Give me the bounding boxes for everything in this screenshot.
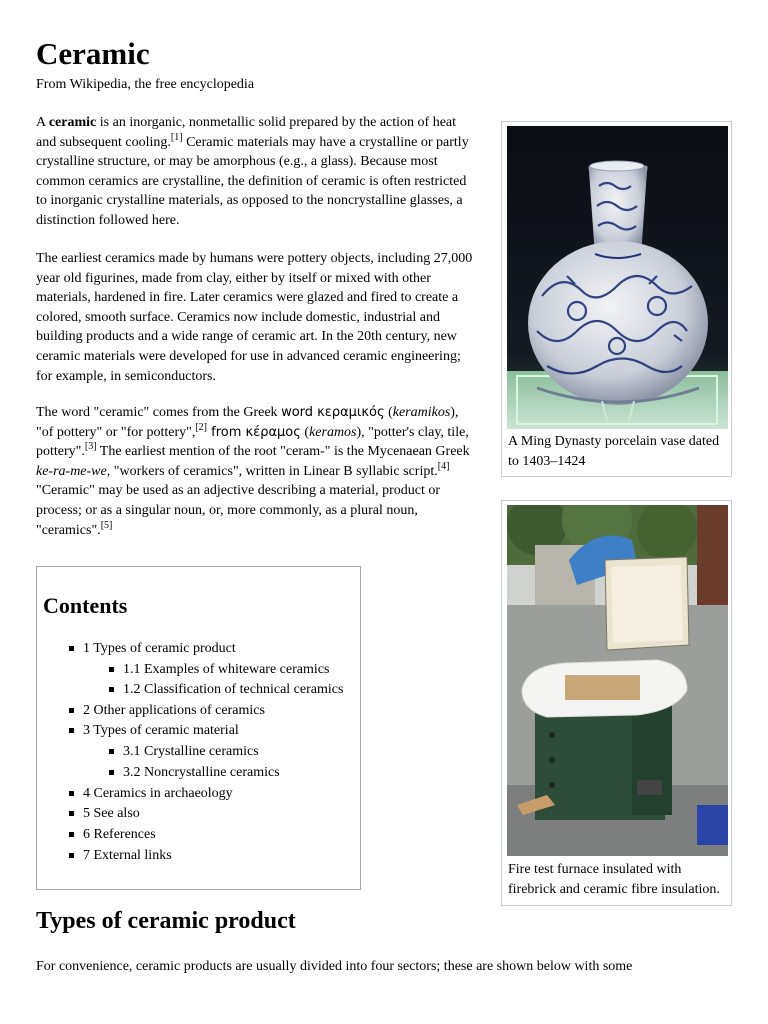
ming-vase-image[interactable]: [507, 126, 728, 429]
toc-item-crystalline-ceramics[interactable]: 3.1 Crystalline ceramics: [123, 743, 259, 761]
intro-paragraph: A ceramic is an inorganic, nonmetallic solid prepared by the action of heat and subsequent cooling.[1] Ceramic materials may have a crystalline or partly crystalline structure, or may be amorphous (e.g., a glass). Because most common ceramics are crystalline, the definition of ceramic is often restricted to inorganic crystalline materials, as opposed to the noncrystalline glasses, a distinction followed here.: [36, 115, 469, 228]
toc-item-other-applications[interactable]: 2 Other applications of ceramics: [83, 702, 265, 720]
toc-item-technical-ceramics[interactable]: 1.2 Classification of technical ceramics: [123, 681, 343, 699]
greek-word-keramikos: word κεραμικός: [281, 405, 385, 420]
table-of-contents: [36, 566, 361, 890]
page-subtitle: From Wikipedia, the free encyclopedia: [36, 77, 255, 92]
toc-title: Contents: [43, 593, 128, 618]
toc-item-references[interactable]: 6 References: [83, 826, 156, 844]
toc-item-see-also[interactable]: 5 See also: [83, 805, 140, 823]
greek-word-keramos: from κέραμος: [207, 424, 301, 440]
toc-item-noncrystalline-ceramics[interactable]: 3.2 Noncrystalline ceramics: [123, 764, 280, 782]
ref-link-3[interactable]: [3]: [84, 441, 97, 453]
fire-furnace-image[interactable]: [507, 505, 728, 856]
toc-item-types-of-ceramic-product[interactable]: 1 Types of ceramic product: [83, 640, 236, 658]
figure-fire-furnace: [501, 500, 732, 906]
toc-item-archaeology[interactable]: 4 Ceramics in archaeology: [83, 785, 233, 803]
section-intro-paragraph: For convenience, ceramic products are usually divided into four sectors; these are shown below with some: [36, 959, 633, 974]
figure-ming-vase: [501, 121, 732, 477]
ref-link-5[interactable]: [5]: [100, 519, 113, 531]
toc-item-external-links[interactable]: 7 External links: [83, 847, 172, 865]
page-title: Ceramic: [36, 36, 150, 71]
toc-item-whiteware-ceramics[interactable]: 1.1 Examples of whiteware ceramics: [123, 661, 329, 679]
toc-item-types-of-ceramic-material[interactable]: 3 Types of ceramic material: [83, 722, 239, 740]
term-ceramic: ceramic: [48, 115, 97, 130]
ref-link-2[interactable]: [2]: [195, 421, 207, 433]
section-heading-types: Types of ceramic product: [36, 908, 296, 934]
history-paragraph: The earliest ceramics made by humans were pottery objects, including 27,000 year old figurines, made from clay, either by itself or mixed with other materials, hardened in fire. Later ceramics were glazed and fired to create a colored, smooth surface. Ceramics now include domestic, industrial and building products and a wide range of ceramic art. In the 20th century, new ceramic materials were developed for use in advanced ceramic engineering; for example, in semiconductors.: [36, 251, 473, 384]
fire-furnace-caption: Fire test furnace insulated with firebrick and ceramic fibre insulation.: [508, 862, 720, 897]
ref-link-1[interactable]: [1]: [170, 131, 183, 143]
ming-vase-caption: A Ming Dynasty porcelain vase dated to 1403–1424: [508, 434, 720, 469]
ref-link-4[interactable]: [4]: [437, 460, 450, 472]
etymology-paragraph: The word "ceramic" comes from the Greek word κεραμικός (keramikos), "of pottery" or "for pottery",[2] from κέραμος (keramos), "potter's clay, tile, pottery".[3] The earliest mention of the root "ceram-" is the Mycenaean Greek ke-ra-me-we, "workers of ceramics", written in Linear B syllabic script.[4] "Ceramic" may be used as an adjective describing a material, product or process; or as a singular noun, or, more commonly, as a plural noun, "ceramics".[5]: [36, 405, 470, 538]
